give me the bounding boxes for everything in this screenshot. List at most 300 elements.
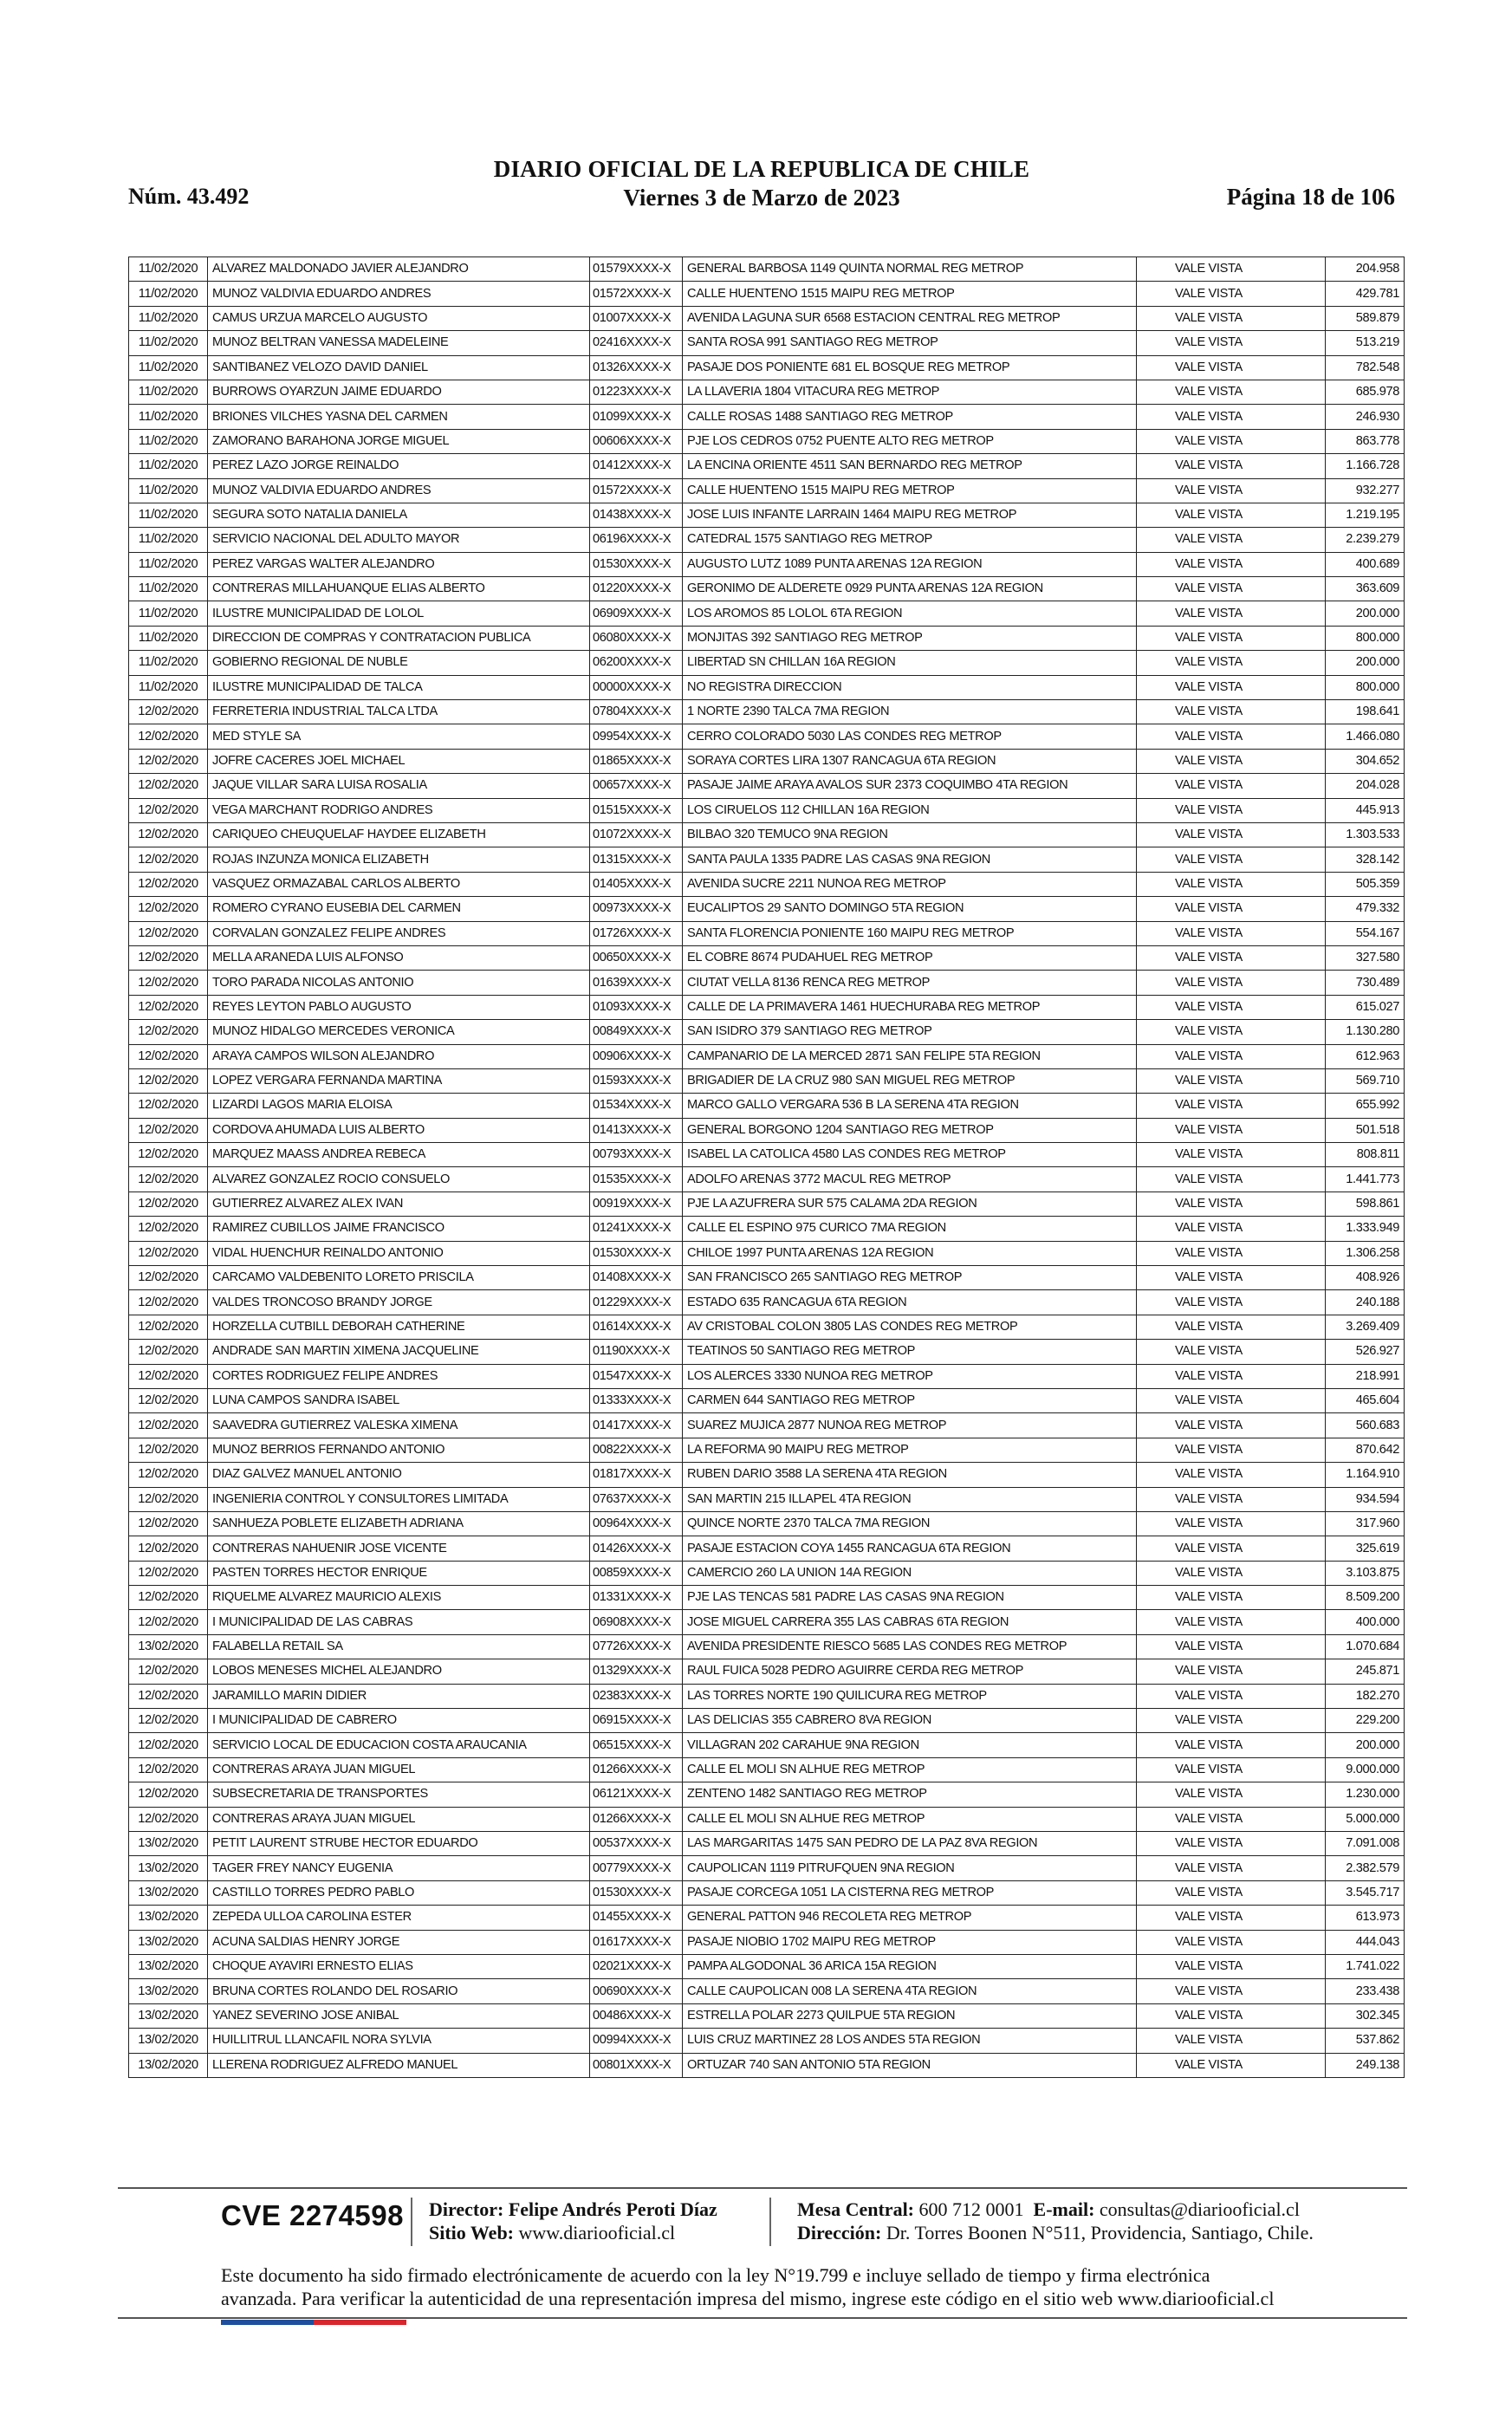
rut-cell: 02021XXXX-X xyxy=(590,1954,683,1978)
date-cell: 11/02/2020 xyxy=(129,380,208,404)
address-cell: BILBAO 320 TEMUCO 9NA REGION xyxy=(683,822,1137,847)
method-cell: VALE VISTA xyxy=(1137,822,1326,847)
table-row xyxy=(129,1094,1405,1118)
table-row xyxy=(129,1954,1405,1978)
table-row xyxy=(129,1044,1405,1068)
date-cell: 12/02/2020 xyxy=(129,1266,208,1290)
table-row xyxy=(129,1217,1405,1241)
date-cell: 12/02/2020 xyxy=(129,945,208,970)
rut-cell: 00779XXXX-X xyxy=(590,1856,683,1880)
method-cell: VALE VISTA xyxy=(1137,872,1326,896)
date-cell: 12/02/2020 xyxy=(129,1610,208,1634)
table-row xyxy=(129,478,1405,503)
issue-date: Viernes 3 de Marzo de 2023 xyxy=(623,185,900,211)
rut-cell: 06080XXXX-X xyxy=(590,626,683,650)
address-cell: VILLAGRAN 202 CARAHUE 9NA REGION xyxy=(683,1733,1137,1757)
name-cell: LOPEZ VERGARA FERNANDA MARTINA xyxy=(208,1068,590,1093)
rut-cell: 06515XXXX-X xyxy=(590,1733,683,1757)
address-cell: LAS DELICIAS 355 CABRERO 8VA REGION xyxy=(683,1709,1137,1733)
address-cell: SUAREZ MUJICA 2877 NUNOA REG METROP xyxy=(683,1413,1137,1438)
flag-red-segment xyxy=(314,2320,406,2325)
address-cell: GENERAL PATTON 946 RECOLETA REG METROP xyxy=(683,1906,1137,1930)
amount-cell: 429.781 xyxy=(1326,282,1405,306)
rut-cell: 00919XXXX-X xyxy=(590,1192,683,1216)
amount-cell: 200.000 xyxy=(1326,601,1405,626)
method-cell: VALE VISTA xyxy=(1137,405,1326,429)
name-cell: MELLA ARANEDA LUIS ALFONSO xyxy=(208,945,590,970)
table-row xyxy=(129,1511,1405,1536)
method-cell: VALE VISTA xyxy=(1137,282,1326,306)
table-row xyxy=(129,1659,1405,1684)
amount-cell: 400.689 xyxy=(1326,552,1405,576)
address-cell: CALLE EL ESPINO 975 CURICO 7MA REGION xyxy=(683,1217,1137,1241)
date-cell: 12/02/2020 xyxy=(129,1241,208,1265)
amount-cell: 501.518 xyxy=(1326,1118,1405,1142)
amount-cell: 3.103.875 xyxy=(1326,1561,1405,1585)
name-cell: HUILLITRUL LLANCAFIL NORA SYLVIA xyxy=(208,2029,590,2053)
method-cell: VALE VISTA xyxy=(1137,921,1326,945)
date-cell: 13/02/2020 xyxy=(129,2003,208,2028)
address-cell: AVENIDA LAGUNA SUR 6568 ESTACION CENTRAL REG METROP xyxy=(683,306,1137,330)
address-cell: CALLE EL MOLI SN ALHUE REG METROP xyxy=(683,1807,1137,1831)
amount-cell: 505.359 xyxy=(1326,872,1405,896)
amount-cell: 304.652 xyxy=(1326,749,1405,773)
date-cell: 12/02/2020 xyxy=(129,1217,208,1241)
table-row xyxy=(129,774,1405,798)
date-cell: 12/02/2020 xyxy=(129,1463,208,1487)
method-cell: VALE VISTA xyxy=(1137,1782,1326,1807)
amount-cell: 249.138 xyxy=(1326,2053,1405,2077)
amount-cell: 445.913 xyxy=(1326,798,1405,822)
rut-cell: 01417XXXX-X xyxy=(590,1413,683,1438)
table-row xyxy=(129,1068,1405,1093)
name-cell: JOFRE CACERES JOEL MICHAEL xyxy=(208,749,590,773)
amount-cell: 554.167 xyxy=(1326,921,1405,945)
table-row xyxy=(129,1906,1405,1930)
method-cell: VALE VISTA xyxy=(1137,306,1326,330)
date-cell: 12/02/2020 xyxy=(129,1782,208,1807)
date-cell: 13/02/2020 xyxy=(129,1856,208,1880)
method-cell: VALE VISTA xyxy=(1137,1536,1326,1561)
name-cell: DIRECCION DE COMPRAS Y CONTRATACION PUBLICA xyxy=(208,626,590,650)
director-block xyxy=(429,2198,717,2244)
method-cell: VALE VISTA xyxy=(1137,995,1326,1019)
date-cell: 12/02/2020 xyxy=(129,1167,208,1192)
date-cell: 11/02/2020 xyxy=(129,429,208,453)
date-cell: 11/02/2020 xyxy=(129,601,208,626)
method-cell: VALE VISTA xyxy=(1137,1979,1326,2003)
name-cell: ILUSTRE MUNICIPALIDAD DE TALCA xyxy=(208,675,590,699)
name-cell: GOBIERNO REGIONAL DE NUBLE xyxy=(208,651,590,675)
name-cell: ACUNA SALDIAS HENRY JORGE xyxy=(208,1930,590,1954)
date-cell: 11/02/2020 xyxy=(129,405,208,429)
name-cell: PEREZ VARGAS WALTER ALEJANDRO xyxy=(208,552,590,576)
date-cell: 12/02/2020 xyxy=(129,1561,208,1585)
name-cell: SERVICIO LOCAL DE EDUCACION COSTA ARAUCANIA xyxy=(208,1733,590,1757)
footer-divider xyxy=(769,2198,771,2246)
amount-cell: 1.466.080 xyxy=(1326,724,1405,749)
address-cell: TEATINOS 50 SANTIAGO REG METROP xyxy=(683,1340,1137,1364)
address-cell: CALLE ROSAS 1488 SANTIAGO REG METROP xyxy=(683,405,1137,429)
name-cell: FALABELLA RETAIL SA xyxy=(208,1634,590,1659)
date-cell: 11/02/2020 xyxy=(129,257,208,282)
address-cell: CAMPANARIO DE LA MERCED 2871 SAN FELIPE 5TA REGION xyxy=(683,1044,1137,1068)
rut-cell: 01614XXXX-X xyxy=(590,1315,683,1339)
date-cell: 12/02/2020 xyxy=(129,1290,208,1315)
footer-top-rule xyxy=(118,2187,1407,2189)
footer-divider xyxy=(411,2198,412,2246)
amount-cell: 800.000 xyxy=(1326,675,1405,699)
method-cell: VALE VISTA xyxy=(1137,1094,1326,1118)
amount-cell: 246.930 xyxy=(1326,405,1405,429)
payments-table-body xyxy=(129,257,1405,2078)
name-cell: ANDRADE SAN MARTIN XIMENA JACQUELINE xyxy=(208,1340,590,1364)
amount-cell: 685.978 xyxy=(1326,380,1405,404)
method-cell: VALE VISTA xyxy=(1137,971,1326,995)
method-cell: VALE VISTA xyxy=(1137,847,1326,872)
rut-cell: 01315XXXX-X xyxy=(590,847,683,872)
date-cell: 13/02/2020 xyxy=(129,1954,208,1978)
name-cell: TORO PARADA NICOLAS ANTONIO xyxy=(208,971,590,995)
table-row xyxy=(129,822,1405,847)
method-cell: VALE VISTA xyxy=(1137,945,1326,970)
address-cell: RUBEN DARIO 3588 LA SERENA 4TA REGION xyxy=(683,1463,1137,1487)
rut-cell: 00793XXXX-X xyxy=(590,1143,683,1167)
table-row xyxy=(129,1782,1405,1807)
method-cell: VALE VISTA xyxy=(1137,478,1326,503)
address-cell: ADOLFO ARENAS 3772 MACUL REG METROP xyxy=(683,1167,1137,1192)
date-cell: 11/02/2020 xyxy=(129,552,208,576)
date-cell: 11/02/2020 xyxy=(129,331,208,355)
rut-cell: 01530XXXX-X xyxy=(590,552,683,576)
amount-cell: 182.270 xyxy=(1326,1684,1405,1708)
table-row xyxy=(129,626,1405,650)
address-cell: PASAJE DOS PONIENTE 681 EL BOSQUE REG METROP xyxy=(683,355,1137,380)
table-row xyxy=(129,1586,1405,1610)
amount-cell: 932.277 xyxy=(1326,478,1405,503)
address-cell: CERRO COLORADO 5030 LAS CONDES REG METROP xyxy=(683,724,1137,749)
name-cell: CORVALAN GONZALEZ FELIPE ANDRES xyxy=(208,921,590,945)
table-row xyxy=(129,331,1405,355)
date-cell: 12/02/2020 xyxy=(129,1068,208,1093)
name-cell: ALVAREZ GONZALEZ ROCIO CONSUELO xyxy=(208,1167,590,1192)
table-row xyxy=(129,1167,1405,1192)
date-cell: 12/02/2020 xyxy=(129,1659,208,1684)
amount-cell: 9.000.000 xyxy=(1326,1757,1405,1782)
table-row xyxy=(129,1143,1405,1167)
table-row xyxy=(129,306,1405,330)
method-cell: VALE VISTA xyxy=(1137,1020,1326,1044)
table-row xyxy=(129,1832,1405,1856)
method-cell: VALE VISTA xyxy=(1137,1586,1326,1610)
rut-cell: 01413XXXX-X xyxy=(590,1118,683,1142)
footer-bottom-rule xyxy=(118,2317,1407,2319)
email-link[interactable]: consultas@diariooficial.cl xyxy=(1099,2198,1300,2220)
mesa-label: Mesa Central: xyxy=(797,2198,915,2220)
amount-cell: 1.219.195 xyxy=(1326,503,1405,527)
method-cell: VALE VISTA xyxy=(1137,1856,1326,1880)
table-row xyxy=(129,1634,1405,1659)
address-cell: SAN ISIDRO 379 SANTIAGO REG METROP xyxy=(683,1020,1137,1044)
name-cell: LOBOS MENESES MICHEL ALEJANDRO xyxy=(208,1659,590,1684)
rut-cell: 01007XXXX-X xyxy=(590,306,683,330)
method-cell: VALE VISTA xyxy=(1137,1757,1326,1782)
amount-cell: 204.028 xyxy=(1326,774,1405,798)
amount-cell: 870.642 xyxy=(1326,1438,1405,1462)
table-row xyxy=(129,872,1405,896)
rut-cell: 06196XXXX-X xyxy=(590,528,683,552)
amount-cell: 526.927 xyxy=(1326,1340,1405,1364)
table-row xyxy=(129,1266,1405,1290)
address-cell: PJE LOS CEDROS 0752 PUENTE ALTO REG METROP xyxy=(683,429,1137,453)
name-cell: RIQUELME ALVAREZ MAURICIO ALEXIS xyxy=(208,1586,590,1610)
table-row xyxy=(129,724,1405,749)
address-cell: LOS AROMOS 85 LOLOL 6TA REGION xyxy=(683,601,1137,626)
flag-blue-segment xyxy=(221,2320,314,2325)
rut-cell: 01726XXXX-X xyxy=(590,921,683,945)
address-cell: CAMERCIO 260 LA UNION 14A REGION xyxy=(683,1561,1137,1585)
amount-cell: 569.710 xyxy=(1326,1068,1405,1093)
method-cell: VALE VISTA xyxy=(1137,1610,1326,1634)
address-cell: GERONIMO DE ALDERETE 0929 PUNTA ARENAS 12A REGION xyxy=(683,577,1137,601)
amount-cell: 7.091.008 xyxy=(1326,1832,1405,1856)
amount-cell: 513.219 xyxy=(1326,331,1405,355)
rut-cell: 06915XXXX-X xyxy=(590,1709,683,1733)
name-cell: JARAMILLO MARIN DIDIER xyxy=(208,1684,590,1708)
table-row xyxy=(129,577,1405,601)
table-row xyxy=(129,528,1405,552)
method-cell: VALE VISTA xyxy=(1137,1044,1326,1068)
amount-cell: 5.000.000 xyxy=(1326,1807,1405,1831)
table-row xyxy=(129,1930,1405,1954)
address-cell: SORAYA CORTES LIRA 1307 RANCAGUA 6TA REGION xyxy=(683,749,1137,773)
amount-cell: 400.000 xyxy=(1326,1610,1405,1634)
legal-line: avanzada. Para verificar la autenticidad de una representación impresa del mismo, ingrese este código en el sitio web www.diariooficial.cl xyxy=(221,2288,1275,2309)
date-cell: 13/02/2020 xyxy=(129,1906,208,1930)
rut-cell: 09954XXXX-X xyxy=(590,724,683,749)
address-cell: CALLE HUENTENO 1515 MAIPU REG METROP xyxy=(683,478,1137,503)
method-cell: VALE VISTA xyxy=(1137,601,1326,626)
address-cell: BRIGADIER DE LA CRUZ 980 SAN MIGUEL REG METROP xyxy=(683,1068,1137,1093)
name-cell: JAQUE VILLAR SARA LUISA ROSALIA xyxy=(208,774,590,798)
method-cell: VALE VISTA xyxy=(1137,1709,1326,1733)
director-label: Director: xyxy=(429,2198,504,2220)
name-cell: PASTEN TORRES HECTOR ENRIQUE xyxy=(208,1561,590,1585)
date-cell: 12/02/2020 xyxy=(129,921,208,945)
name-cell: ZAMORANO BARAHONA JORGE MIGUEL xyxy=(208,429,590,453)
address-cell: MONJITAS 392 SANTIAGO REG METROP xyxy=(683,626,1137,650)
rut-cell: 01333XXXX-X xyxy=(590,1388,683,1412)
method-cell: VALE VISTA xyxy=(1137,429,1326,453)
amount-cell: 615.027 xyxy=(1326,995,1405,1019)
rut-cell: 00822XXXX-X xyxy=(590,1438,683,1462)
name-cell: MARQUEZ MAASS ANDREA REBECA xyxy=(208,1143,590,1167)
amount-cell: 1.306.258 xyxy=(1326,1241,1405,1265)
method-cell: VALE VISTA xyxy=(1137,700,1326,724)
amount-cell: 800.000 xyxy=(1326,626,1405,650)
table-row xyxy=(129,1709,1405,1733)
date-cell: 12/02/2020 xyxy=(129,749,208,773)
date-cell: 12/02/2020 xyxy=(129,1536,208,1561)
address-cell: ORTUZAR 740 SAN ANTONIO 5TA REGION xyxy=(683,2053,1137,2077)
rut-cell: 07637XXXX-X xyxy=(590,1487,683,1511)
address-cell: JOSE LUIS INFANTE LARRAIN 1464 MAIPU REG METROP xyxy=(683,503,1137,527)
table-row xyxy=(129,1880,1405,1905)
rut-cell: 01408XXXX-X xyxy=(590,1266,683,1290)
method-cell: VALE VISTA xyxy=(1137,1463,1326,1487)
date-cell: 12/02/2020 xyxy=(129,1586,208,1610)
table-row xyxy=(129,897,1405,921)
table-row xyxy=(129,921,1405,945)
table-row xyxy=(129,651,1405,675)
method-cell: VALE VISTA xyxy=(1137,1068,1326,1093)
address-cell: PASAJE ESTACION COYA 1455 RANCAGUA 6TA REGION xyxy=(683,1536,1137,1561)
name-cell: TAGER FREY NANCY EUGENIA xyxy=(208,1856,590,1880)
method-cell: VALE VISTA xyxy=(1137,1634,1326,1659)
date-cell: 12/02/2020 xyxy=(129,1044,208,1068)
table-row xyxy=(129,1364,1405,1388)
name-cell: CONTRERAS ARAYA JUAN MIGUEL xyxy=(208,1807,590,1831)
table-row xyxy=(129,1118,1405,1142)
method-cell: VALE VISTA xyxy=(1137,1217,1326,1241)
rut-cell: 01412XXXX-X xyxy=(590,454,683,478)
table-row xyxy=(129,380,1405,404)
amount-cell: 245.871 xyxy=(1326,1659,1405,1684)
date-cell: 12/02/2020 xyxy=(129,1511,208,1536)
address-cell: CALLE DE LA PRIMAVERA 1461 HUECHURABA REG METROP xyxy=(683,995,1137,1019)
method-cell: VALE VISTA xyxy=(1137,1167,1326,1192)
address-cell: QUINCE NORTE 2370 TALCA 7MA REGION xyxy=(683,1511,1137,1536)
method-cell: VALE VISTA xyxy=(1137,2029,1326,2053)
name-cell: LIZARDI LAGOS MARIA ELOISA xyxy=(208,1094,590,1118)
method-cell: VALE VISTA xyxy=(1137,1832,1326,1856)
table-row xyxy=(129,454,1405,478)
date-cell: 12/02/2020 xyxy=(129,1757,208,1782)
amount-cell: 317.960 xyxy=(1326,1511,1405,1536)
address-cell: LA LLAVERIA 1804 VITACURA REG METROP xyxy=(683,380,1137,404)
name-cell: RAMIREZ CUBILLOS JAIME FRANCISCO xyxy=(208,1217,590,1241)
rut-cell: 01535XXXX-X xyxy=(590,1167,683,1192)
date-cell: 11/02/2020 xyxy=(129,675,208,699)
name-cell: SEGURA SOTO NATALIA DANIELA xyxy=(208,503,590,527)
name-cell: SUBSECRETARIA DE TRANSPORTES xyxy=(208,1782,590,1807)
address-cell: EUCALIPTOS 29 SANTO DOMINGO 5TA REGION xyxy=(683,897,1137,921)
rut-cell: 01534XXXX-X xyxy=(590,1094,683,1118)
table-row xyxy=(129,1315,1405,1339)
rut-cell: 00690XXXX-X xyxy=(590,1979,683,2003)
amount-cell: 1.333.949 xyxy=(1326,1217,1405,1241)
date-cell: 12/02/2020 xyxy=(129,1733,208,1757)
rut-cell: 01617XXXX-X xyxy=(590,1930,683,1954)
amount-cell: 240.188 xyxy=(1326,1290,1405,1315)
amount-cell: 730.489 xyxy=(1326,971,1405,995)
web-link[interactable]: www.diariooficial.cl xyxy=(518,2222,676,2243)
date-cell: 12/02/2020 xyxy=(129,1438,208,1462)
amount-cell: 1.441.773 xyxy=(1326,1167,1405,1192)
contact-block xyxy=(797,2198,1314,2244)
date-cell: 12/02/2020 xyxy=(129,872,208,896)
method-cell: VALE VISTA xyxy=(1137,1880,1326,1905)
method-cell: VALE VISTA xyxy=(1137,774,1326,798)
address-cell: NO REGISTRA DIRECCION xyxy=(683,675,1137,699)
amount-cell: 444.043 xyxy=(1326,1930,1405,1954)
rut-cell: 01099XXXX-X xyxy=(590,405,683,429)
legal-notice xyxy=(221,2263,1304,2310)
address-cell: LOS ALERCES 3330 NUNOA REG METROP xyxy=(683,1364,1137,1388)
method-cell: VALE VISTA xyxy=(1137,1906,1326,1930)
table-row xyxy=(129,749,1405,773)
address-cell: CARMEN 644 SANTIAGO REG METROP xyxy=(683,1388,1137,1412)
name-cell: ILUSTRE MUNICIPALIDAD DE LOLOL xyxy=(208,601,590,626)
table-row xyxy=(129,1241,1405,1265)
amount-cell: 1.070.684 xyxy=(1326,1634,1405,1659)
name-cell: HORZELLA CUTBILL DEBORAH CATHERINE xyxy=(208,1315,590,1339)
table-row xyxy=(129,2053,1405,2077)
newspaper-title: DIARIO OFICIAL DE LA REPUBLICA DE CHILE xyxy=(493,156,1030,182)
date-cell: 12/02/2020 xyxy=(129,1020,208,1044)
table-row xyxy=(129,798,1405,822)
address-cell: CALLE EL MOLI SN ALHUE REG METROP xyxy=(683,1757,1137,1782)
rut-cell: 01593XXXX-X xyxy=(590,1068,683,1093)
address-cell: PJE LAS TENCAS 581 PADRE LAS CASAS 9NA REGION xyxy=(683,1586,1137,1610)
table-row xyxy=(129,1536,1405,1561)
address-value: Dr. Torres Boonen N°511, Providencia, Santiago, Chile. xyxy=(886,2222,1314,2243)
date-cell: 12/02/2020 xyxy=(129,995,208,1019)
table-row xyxy=(129,1733,1405,1757)
table-row xyxy=(129,995,1405,1019)
rut-cell: 02416XXXX-X xyxy=(590,331,683,355)
rut-cell: 01426XXXX-X xyxy=(590,1536,683,1561)
name-cell: LUNA CAMPOS SANDRA ISABEL xyxy=(208,1388,590,1412)
date-cell: 12/02/2020 xyxy=(129,1684,208,1708)
method-cell: VALE VISTA xyxy=(1137,1364,1326,1388)
address-cell: JOSE MIGUEL CARRERA 355 LAS CABRAS 6TA REGION xyxy=(683,1610,1137,1634)
date-cell: 13/02/2020 xyxy=(129,2029,208,2053)
address-cell: CIUTAT VELLA 8136 RENCA REG METROP xyxy=(683,971,1137,995)
date-cell: 13/02/2020 xyxy=(129,1832,208,1856)
name-cell: INGENIERIA CONTROL Y CONSULTORES LIMITADA xyxy=(208,1487,590,1511)
name-cell: DIAZ GALVEZ MANUEL ANTONIO xyxy=(208,1463,590,1487)
rut-cell: 01266XXXX-X xyxy=(590,1807,683,1831)
method-cell: VALE VISTA xyxy=(1137,1954,1326,1978)
name-cell: MUNOZ VALDIVIA EDUARDO ANDRES xyxy=(208,282,590,306)
name-cell: CONTRERAS ARAYA JUAN MIGUEL xyxy=(208,1757,590,1782)
rut-cell: 00000XXXX-X xyxy=(590,675,683,699)
rut-cell: 01530XXXX-X xyxy=(590,1241,683,1265)
address-cell: AVENIDA SUCRE 2211 NUNOA REG METROP xyxy=(683,872,1137,896)
rut-cell: 00994XXXX-X xyxy=(590,2029,683,2053)
amount-cell: 1.741.022 xyxy=(1326,1954,1405,1978)
date-cell: 12/02/2020 xyxy=(129,700,208,724)
table-row xyxy=(129,257,1405,282)
director-name: Felipe Andrés Peroti Díaz xyxy=(508,2198,717,2220)
address-cell: PASAJE JAIME ARAYA AVALOS SUR 2373 COQUIMBO 4TA REGION xyxy=(683,774,1137,798)
name-cell: BRUNA CORTES ROLANDO DEL ROSARIO xyxy=(208,1979,590,2003)
table-row xyxy=(129,405,1405,429)
date-cell: 11/02/2020 xyxy=(129,626,208,650)
page-number: Página 18 de 106 xyxy=(1226,184,1395,210)
address-cell: CATEDRAL 1575 SANTIAGO REG METROP xyxy=(683,528,1137,552)
amount-cell: 808.811 xyxy=(1326,1143,1405,1167)
rut-cell: 01093XXXX-X xyxy=(590,995,683,1019)
date-cell: 12/02/2020 xyxy=(129,1143,208,1167)
amount-cell: 589.879 xyxy=(1326,306,1405,330)
amount-cell: 363.609 xyxy=(1326,577,1405,601)
name-cell: ZEPEDA ULLOA CAROLINA ESTER xyxy=(208,1906,590,1930)
table-row xyxy=(129,675,1405,699)
amount-cell: 655.992 xyxy=(1326,1094,1405,1118)
table-row xyxy=(129,1463,1405,1487)
